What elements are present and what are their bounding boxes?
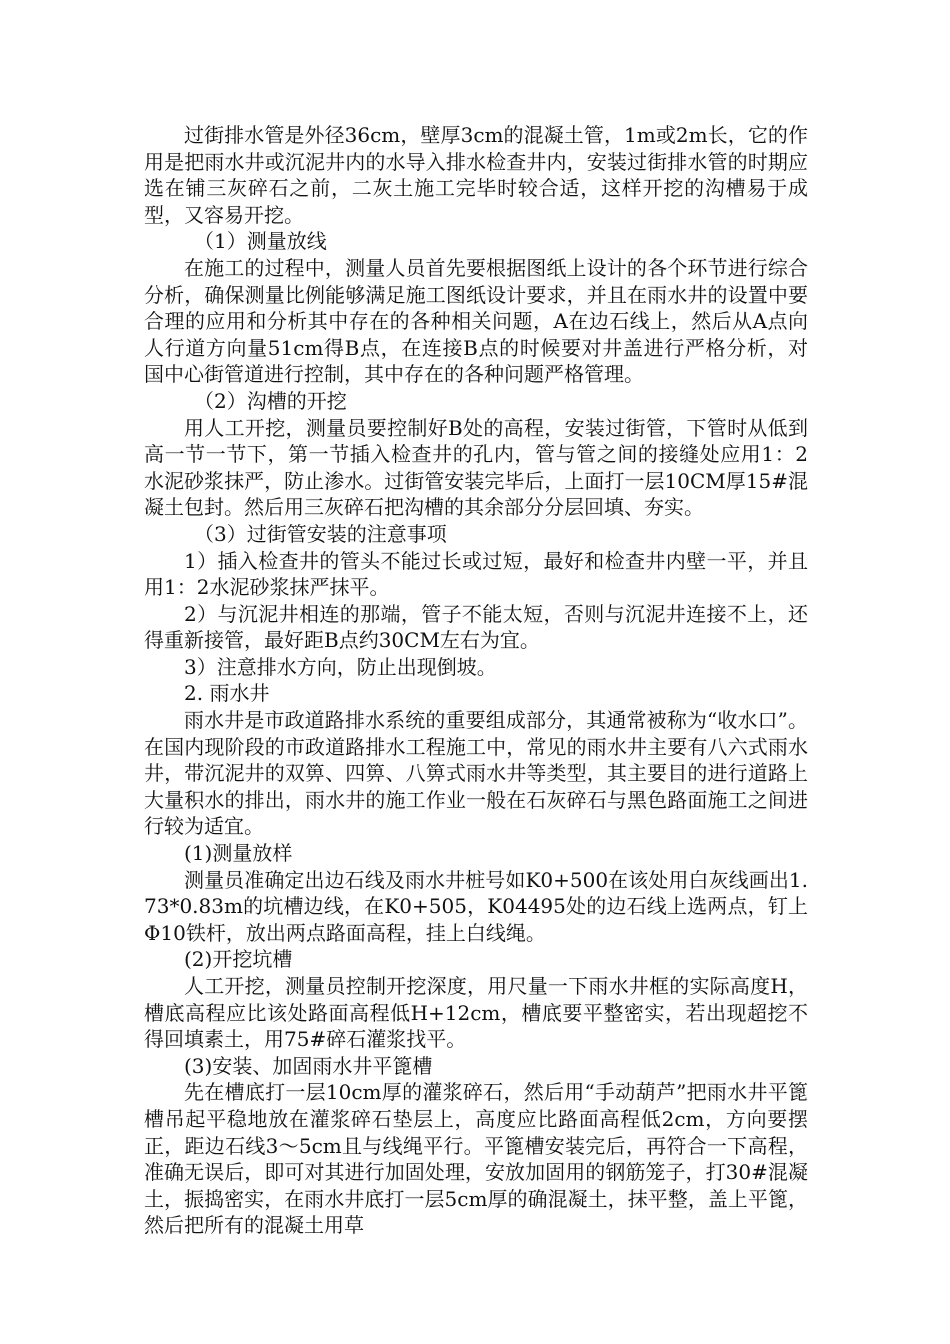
heading-survey-stakeout: (1)测量放样 — [184, 841, 293, 866]
paragraph-drainage-pipe: 过街排水管是外径36cm，壁厚3cm的混凝土管，1m或2m长，它的作用是把雨水井或沉泥井内的水导入排水检查井内，安装过街排水管的时期应选在铺三灰碎石之前，二灰土施工完毕时较合适，这样开挖的沟槽易于成型，又容易开挖。 — [144, 123, 808, 227]
paragraph-note-2: 2）与沉泥井相连的那端，管子不能太短，否则与沉泥井连接不上，还得重新接管，最好距B点约30CM左右为宜。 — [144, 601, 808, 653]
heading-survey-layout: （1）测量放线 — [194, 229, 327, 254]
paragraph-rainwater-well: 雨水井是市政道路排水系统的重要组成部分，其通常被称为“收水口”。在国内现阶段的市政道路排水工程施工中，常见的雨水井主要有八六式雨水井，带沉泥井的双箅、四箅、八箅式雨水井等类型，其主要目的进行道路上大量积水的排出，雨水井的施工作业一般在石灰碎石与黑色路面施工之间进行较为适宜。 — [144, 708, 808, 839]
paragraph-grate-installation: 先在槽底打一层10cm厚的灌浆碎石，然后用“手动葫芦”把雨水井平篦槽吊起平稳地放在灌浆碎石垫层上，高度应比路面高程低2cm，方向要摆正，距边石线3～5cm且与线绳平行。平篦槽安装完后，再符合一下高程，准确无误后，即可对其进行加固处理，安放加固用的钢筋笼子，打30#混凝土，振捣密实，在雨水井底打一层5cm厚的确混凝土，抹平整，盖上平篦，然后把所有的混凝土用草 — [144, 1080, 808, 1238]
heading-grate-installation: (3)安装、加固雨水井平篦槽 — [184, 1053, 433, 1078]
paragraph-note-3: 3）注意排水方向，防止出现倒坡。 — [184, 654, 497, 679]
paragraph-survey-layout: 在施工的过程中，测量人员首先要根据图纸上设计的各个环节进行综合分析，确保测量比例能够满足施工图纸设计要求，并且在雨水井的设置中要合理的应用和分析其中存在的各种相关问题，A在边石线上，然后从A点向人行道方向量51cm得B点，在连接B点的时候要对井盖进行严格分析，对国中心街管道进行控制，其中存在的各种问题严格管理。 — [144, 255, 808, 387]
paragraph-survey-stakeout: 测量员准确定出边石线及雨水井桩号如K0+500在该处用白灰线画出1.73*0.83m的坑槽边线，在K0+505，K04495处的边石线上选两点，钉上Φ10铁杆，放出两点路面高程，挂上白线绳。 — [144, 867, 808, 945]
document-body — [144, 122, 808, 1239]
heading-pit-excavation: (2)开挖坑槽 — [184, 947, 293, 972]
heading-pipe-installation-notes: （3）过街管安装的注意事项 — [194, 521, 447, 546]
paragraph-note-1: 1）插入检查井的管头不能过长或过短，最好和检查井内壁一平，并且用1：2水泥砂浆抹严抹平。 — [144, 548, 808, 600]
paragraph-pit-excavation: 人工开挖，测量员控制开挖深度，用尺量一下雨水井框的实际高度H，槽底高程应比该处路面高程低H+12cm，槽底要平整密实，若出现超挖不得回填素土，用75#碎石灌浆找平。 — [144, 974, 808, 1052]
heading-trench-excavation: （2）沟槽的开挖 — [194, 388, 347, 413]
paragraph-trench-excavation: 用人工开挖，测量员要控制好B处的高程，安装过街管，下管时从低到高一节一节下，第一节插入检查井的孔内，管与管之间的接缝处应用1：2水泥砂浆抹严，防止渗水。过街管安装完毕后，上面打一层10CM厚15#混凝土包封。然后用三灰碎石把沟槽的其余部分分层回填、夯实。 — [144, 415, 808, 520]
section-heading-rainwater-well: 2. 雨水井 — [184, 681, 270, 706]
